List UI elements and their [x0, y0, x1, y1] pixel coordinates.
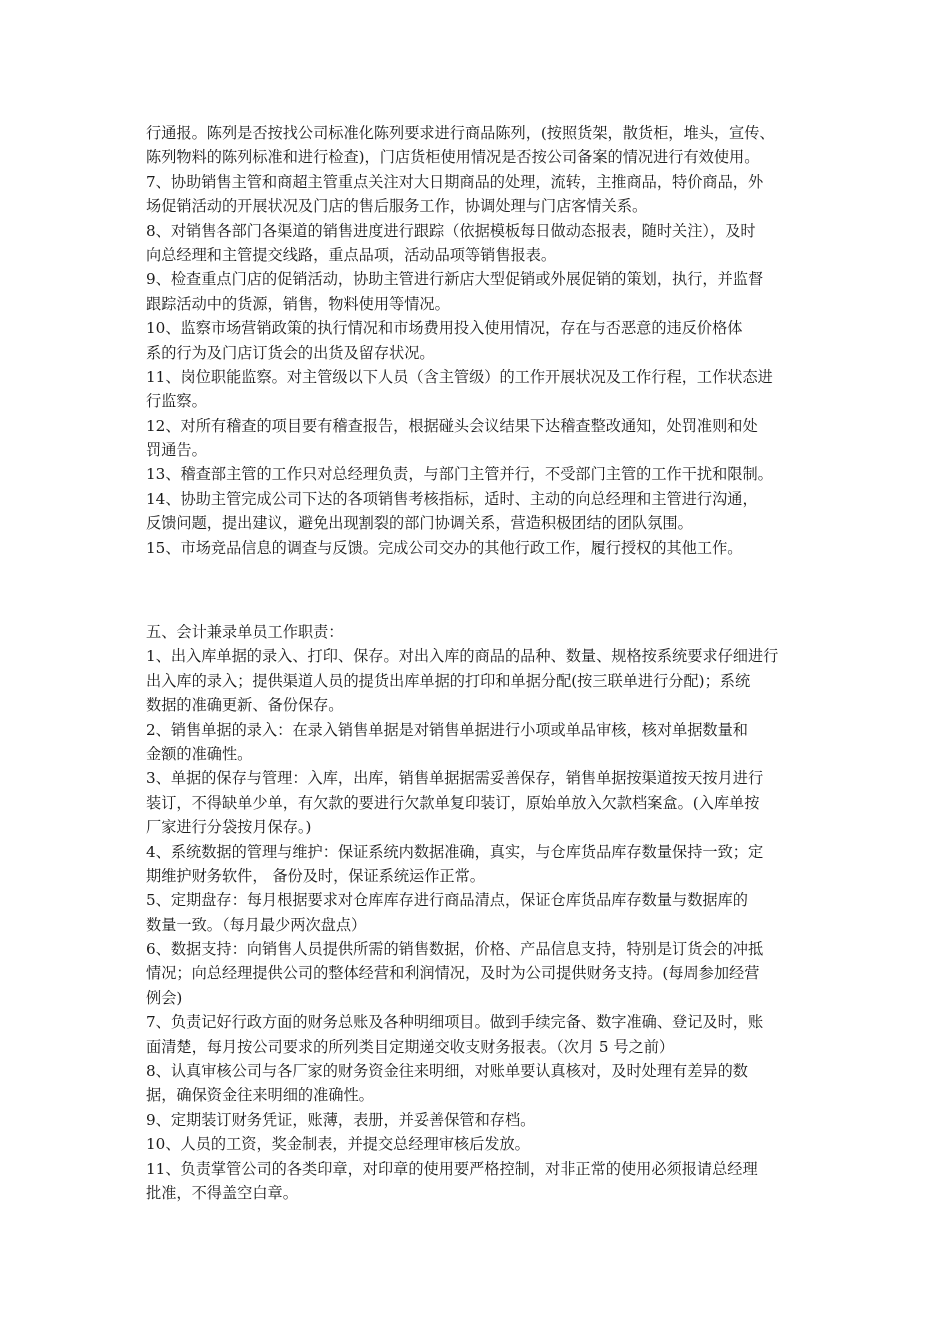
paragraph-line: 13、稽查部主管的工作只对总经理负责，与部门主管并行，不受部门主管的工作干扰和限制。 [146, 465, 773, 484]
paragraph-line: 期维护财务软件， 备份及时，保证系统运作正常。 [146, 866, 485, 885]
paragraph-line: 向总经理和主管提交线路，重点品项，活动品项等销售报表。 [146, 245, 557, 264]
paragraph-line: 7、协助销售主管和商超主管重点关注对大日期商品的处理，流转，主推商品，特价商品，外 [146, 172, 764, 191]
paragraph-line: 6、数据支持：向销售人员提供所需的销售数据，价格、产品信息支持，特别是订货会的冲抵 [146, 940, 764, 959]
section-accountant-duties [146, 620, 826, 1205]
paragraph-line: 4、系统数据的管理与维护：保证系统内数据准确，真实，与仓库货品库存数量保持一致；定 [146, 842, 764, 861]
paragraph-line: 9、定期装订财务凭证，账薄，表册，并妥善保管和存档。 [146, 1110, 536, 1129]
paragraph-line: 5、定期盘存：每月根据要求对仓库库存进行商品清点，保证仓库货品库存数量与数据库的 [146, 891, 748, 910]
paragraph-line: 14、协助主管完成公司下达的各项销售考核指标，适时、主动的向总经理和主管进行沟通， [146, 489, 758, 508]
paragraph-line: 行通报。陈列是否按找公司标准化陈列要求进行商品陈列，(按照货架，散货柜，堆头，宣传、 [146, 124, 775, 142]
paragraph-line: 批准，不得盖空白章。 [146, 1183, 298, 1202]
paragraph-line: 面清楚，每月按公司要求的所列类目定期递交收支财务报表。（次月 5 号之前） [146, 1037, 675, 1056]
paragraph-line: 据，确保资金往来明细的准确性。 [146, 1086, 374, 1105]
paragraph-line: 厂家进行分袋按月保存。) [146, 818, 312, 837]
paragraph-line: 例会) [146, 988, 183, 1007]
paragraph-line: 8、对销售各部门各渠道的销售进度进行跟踪（依据模板每日做动态报表，随时关注），及时 [146, 221, 756, 240]
paragraph-line: 情况；向总经理提供公司的整体经营和利润情况，及时为公司提供财务支持。(每周参加经营 [146, 964, 760, 983]
paragraph-line: 行监察。 [146, 392, 207, 411]
paragraph-line: 11、负责掌管公司的各类印章，对印章的使用要严格控制，对非正常的使用必须报请总经理 [146, 1159, 758, 1178]
paragraph-line: 数量一致。（每月最少两次盘点） [146, 915, 367, 934]
paragraph-line: 11、岗位职能监察。对主管级以下人员（含主管级）的工作开展状况及工作行程，工作状态进 [146, 367, 773, 386]
paragraph-line: 2、销售单据的录入：在录入销售单据是对销售单据进行小项或单品审核，核对单据数量和 [146, 720, 748, 739]
paragraph-line: 跟踪活动中的货源，销售，物料使用等情况。 [146, 294, 450, 313]
paragraph-line: 1、出入库单据的录入、打印、保存。对出入库的商品的品种、数量、规格按系统要求仔细进行 [146, 647, 779, 666]
paragraph-line: 出入库的录入；提供渠道人员的提货出库单据的打印和单据分配(按三联单进行分配)；系统 [146, 671, 751, 690]
paragraph-line: 10、人员的工资，奖金制表，并提交总经理审核后发放。 [146, 1135, 530, 1154]
section-heading: 五、会计兼录单员工作职责： [146, 623, 344, 641]
paragraph-line: 系的行为及门店订货会的出货及留存状况。 [146, 343, 435, 362]
paragraph-line: 装订，不得缺单少单，有欠款的要进行欠款单复印装订，原始单放入欠款档案盒。(入库单按 [146, 793, 760, 812]
paragraph-line: 场促销活动的开展状况及门店的售后服务工作，协调处理与门店客情关系。 [146, 197, 648, 216]
paragraph-line: 3、单据的保存与管理：入库，出库，销售单据据需妥善保存，销售单据按渠道按天按月进行 [146, 769, 764, 788]
section-audit-duties [146, 121, 826, 560]
paragraph-line: 8、认真审核公司与各厂家的财务资金往来明细，对账单要认真核对，及时处理有差异的数 [146, 1062, 748, 1081]
paragraph-line: 15、市场竞品信息的调查与反馈。完成公司交办的其他行政工作，履行授权的其他工作。 [146, 538, 743, 557]
paragraph-line: 12、对所有稽查的项目要有稽查报告，根据碰头会议结果下达稽查整改通知，处罚准则和处 [146, 416, 758, 435]
paragraph-line: 陈列物料的陈列标准和进行检查)，门店货柜使用情况是否按公司备案的情况进行有效使用。 [146, 148, 760, 167]
paragraph-line: 10、监察市场营销政策的执行情况和市场费用投入使用情况，存在与否恶意的违反价格体 [146, 319, 743, 338]
paragraph-line: 金额的准确性。 [146, 744, 253, 763]
paragraph-line: 数据的准确更新、备份保存。 [146, 696, 344, 715]
paragraph-line: 7、负责记好行政方面的财务总账及各种明细项目。做到手续完备、数字准确、登记及时，账 [146, 1013, 764, 1032]
paragraph-line: 9、检查重点门店的促销活动，协助主管进行新店大型促销或外展促销的策划，执行，并监督 [146, 270, 764, 289]
paragraph-line: 罚通告。 [146, 441, 207, 460]
paragraph-line: 反馈问题，提出建议，避免出现割裂的部门协调关系，营造积极团结的团队氛围。 [146, 514, 693, 533]
